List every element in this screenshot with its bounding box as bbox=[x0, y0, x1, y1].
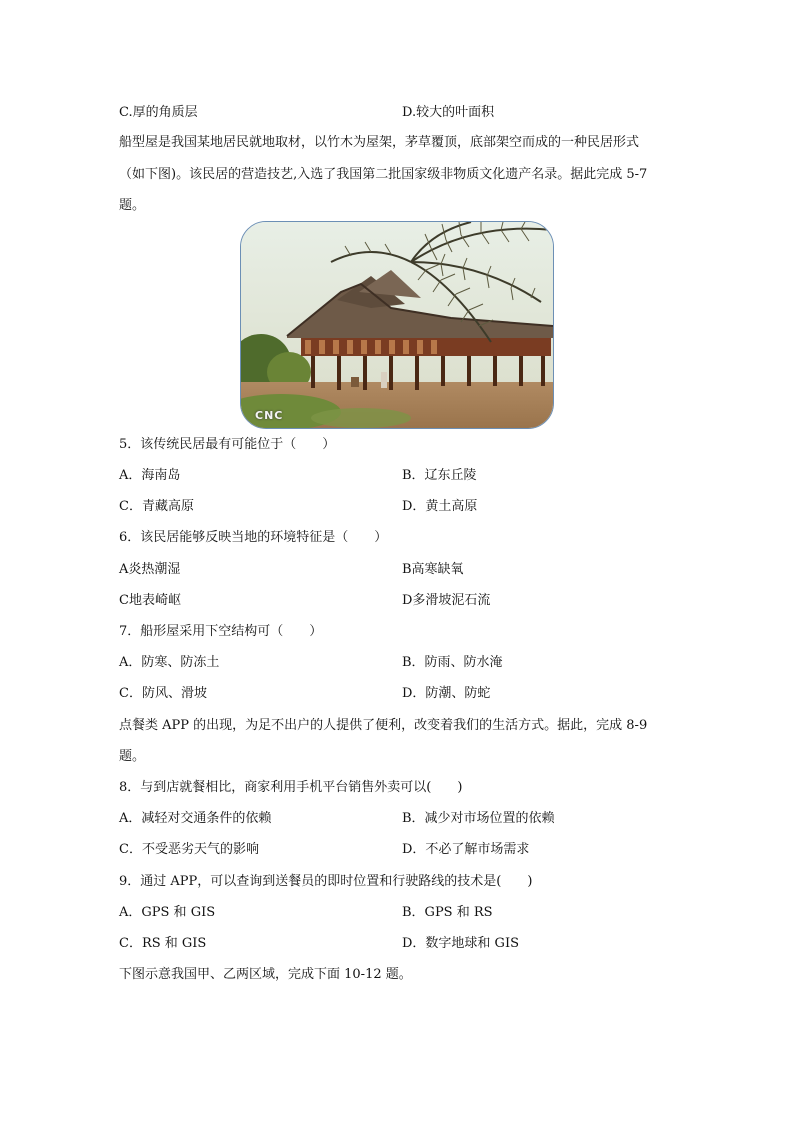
q6-option-c: C地表崎岖 bbox=[119, 593, 181, 608]
q9-option-d: D．数字地球和 GIS bbox=[402, 936, 519, 951]
q9-stem: 9．通过 APP，可以查询到送餐员的即时位置和行驶路线的技术是( ) bbox=[119, 874, 533, 889]
q9-option-a: A．GPS 和 GIS bbox=[119, 905, 216, 920]
q7-option-d: D．防潮、防蛇 bbox=[402, 686, 491, 701]
q8-option-c: C．不受恶劣天气的影响 bbox=[119, 842, 259, 857]
q8-option-b: B．减少对市场位置的依赖 bbox=[402, 811, 555, 826]
passage-2-line-1: 点餐类 APP 的出现，为足不出户的人提供了便利，改变着我们的生活方式。据此，完成 8-9 bbox=[119, 718, 648, 733]
q6-option-b: B高寒缺氧 bbox=[402, 562, 464, 577]
q5-option-a: A．海南岛 bbox=[119, 468, 181, 483]
q6-option-d: D多滑坡泥石流 bbox=[402, 593, 491, 608]
q8-option-a: A．减轻对交通条件的依赖 bbox=[119, 811, 272, 826]
boat-house-photo bbox=[240, 221, 554, 429]
q7-option-a: A．防寒、防冻土 bbox=[119, 655, 220, 670]
q4-option-d: D.较大的叶面积 bbox=[402, 105, 495, 120]
passage-1-line-1: 船型屋是我国某地居民就地取材，以竹木为屋架，茅草覆顶，底部架空而成的一种民居形式 bbox=[119, 135, 640, 150]
q8-stem: 8．与到店就餐相比，商家利用手机平台销售外卖可以( ) bbox=[119, 780, 463, 795]
passage-1-line-3: 题。 bbox=[119, 198, 146, 213]
q5-option-c: C．青藏高原 bbox=[119, 499, 194, 514]
q5-stem: 5．该传统民居最有可能位于（ ） bbox=[119, 437, 336, 452]
q8-option-d: D．不必了解市场需求 bbox=[402, 842, 530, 857]
q5-option-b: B．辽东丘陵 bbox=[402, 468, 477, 483]
q4-option-c: C.厚的角质层 bbox=[119, 105, 198, 120]
q6-stem: 6．该民居能够反映当地的环境特征是（ ） bbox=[119, 530, 388, 545]
q5-option-d: D．黄土高原 bbox=[402, 499, 478, 514]
passage-1-line-2: （如下图)。该民居的营造技艺,入选了我国第二批国家级非物质文化遗产名录。据此完成 5-7 bbox=[119, 167, 648, 182]
q9-option-c: C．RS 和 GIS bbox=[119, 936, 207, 951]
q7-stem: 7．船形屋采用下空结构可（ ） bbox=[119, 624, 323, 639]
q9-option-b: B．GPS 和 RS bbox=[402, 905, 493, 920]
passage-2-line-2: 题。 bbox=[119, 749, 146, 764]
q6-option-a: A炎热潮湿 bbox=[119, 562, 181, 577]
passage-3-line-1: 下图示意我国甲、乙两区域，完成下面 10-12 题。 bbox=[119, 967, 412, 982]
q7-option-b: B．防雨、防水淹 bbox=[402, 655, 503, 670]
photo-watermark: CNC bbox=[255, 409, 284, 422]
q7-option-c: C．防风、滑坡 bbox=[119, 686, 207, 701]
